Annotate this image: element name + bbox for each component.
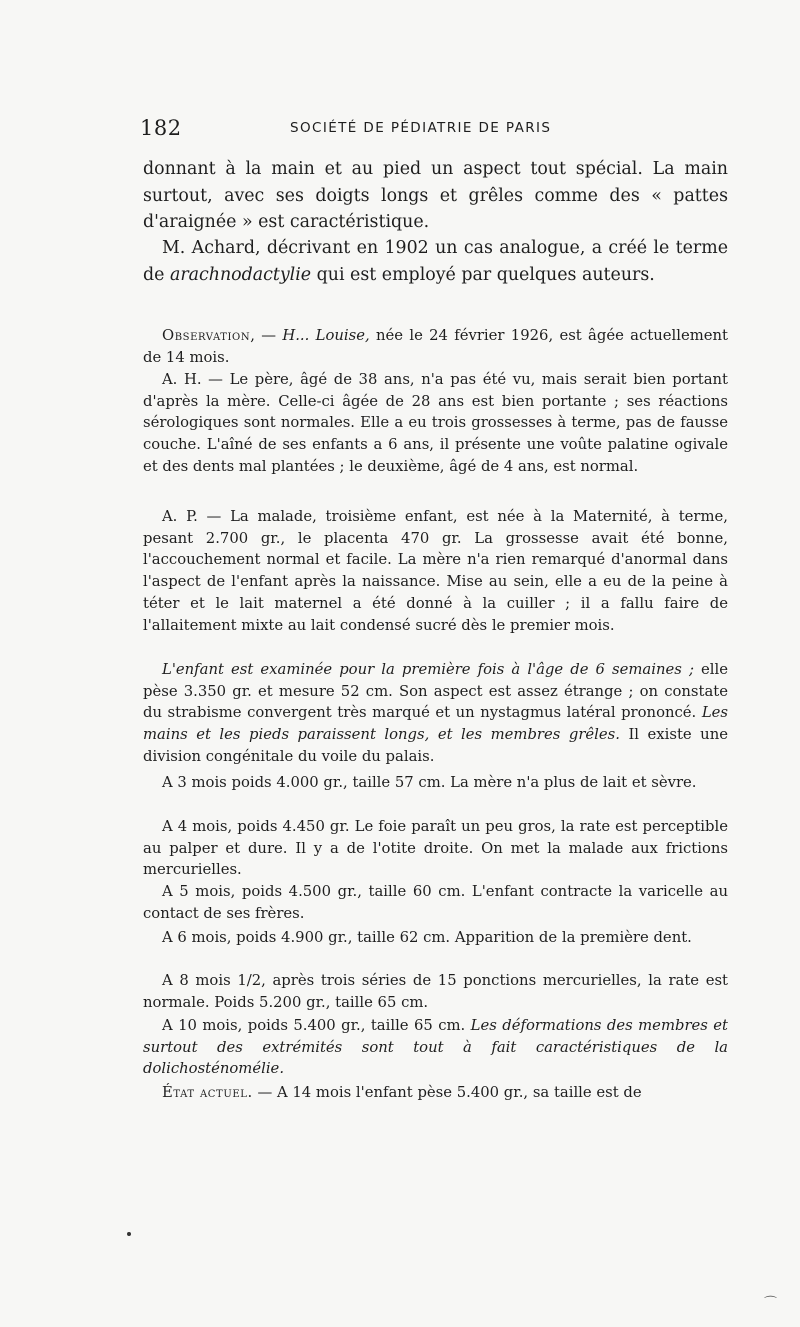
exam-text-1: elle pèse 3.350 gr. et mesure 52 cm. Son aspect est assez étrange ; on constate du strabisme convergent très marqué et un nystagmus latéral prononcé. <box>143 661 728 722</box>
intro-text-2a: M. Achard, décrivant en 1902 un cas analogue, a créé le terme de <box>143 238 728 285</box>
m10-text: A 10 mois, poids 5.400 gr., taille 65 cm. <box>162 1017 471 1034</box>
timeline-3-months <box>143 772 728 794</box>
timeline-8-months <box>143 970 728 1013</box>
timeline-10-months <box>143 1015 728 1080</box>
intro-text-2b: qui est employé par quelques auteurs. <box>311 264 655 285</box>
m10-italic: Les déformations des membres et surtout des extrémités sont tout à fait caractéristiques de la dolichosténomélie. <box>143 1017 728 1078</box>
etat-text: — A 14 mois l'enfant pèse 5.400 gr., sa taille est de <box>252 1084 642 1101</box>
ap-text: A. P. — La malade, troisième enfant, est née à la Maternité, à terme, pesant 2.700 gr., le placenta 470 gr. La grossesse avait été bonne, l'accouchement normal et facile. La mère n'a rien remarqué d'anormal dans l'aspect de l'enfant après la naissance. Mise au sein, elle a eu de la peine à téter et le lait maternel a été donné à la cuiller ; il a fallu faire de l'allaitement mixte au lait condensé sucré dès le premier mois. <box>143 508 728 634</box>
intro-text-1: donnant à la main et au pied un aspect tout spécial. La main surtout, avec ses doigts longs et grêles comme des « pattes d'araignée » est caractéristique. <box>143 159 728 232</box>
exam-italic-mid: Les mains et les pieds paraissent longs, et les membres grêles. <box>143 704 728 744</box>
timeline-4-months <box>143 816 728 881</box>
page-number: 182 <box>140 116 182 140</box>
m8-text: A 8 mois 1/2, après trois séries de 15 ponctions mercurielles, la rate est normale. Poids 5.200 gr., taille 65 cm. <box>143 972 728 1011</box>
intro-paragraph-1 <box>143 156 728 236</box>
running-title: SOCIÉTÉ DE PÉDIATRIE DE PARIS <box>290 120 552 136</box>
arachnodactylie-term: arachnodactylie <box>169 264 312 285</box>
antecedents-hereditaires <box>143 369 728 478</box>
etat-label: État actuel. <box>162 1084 253 1101</box>
intro-paragraph-2 <box>143 235 728 288</box>
ah-text: A. H. — Le père, âgé de 38 ans, n'a pas été vu, mais serait bien portant d'après la mère. Celle-ci âgée de 28 ans est bien portante ; ses réactions sérologiques sont normales. Elle a eu trois grossesses à terme, pas de fausse couche. L'aîné de ses enfants a 6 ans, il présente une voûte palatine ogivale et des dents mal plantées ; le deuxième, âgé de 4 ans, est normal. <box>143 371 728 475</box>
timeline-5-months <box>143 881 728 924</box>
observation-text: née le 24 février 1926, est âgée actuellement de 14 mois. <box>143 327 728 366</box>
ink-speck <box>127 1232 131 1236</box>
exam-text-2: Il existe une division congénitale du voile du palais. <box>143 726 728 765</box>
timeline-6-months <box>143 927 728 949</box>
etat-actuel-paragraph <box>143 1082 728 1104</box>
m5-text: A 5 mois, poids 4.500 gr., taille 60 cm. L'enfant contracte la varicelle au contact de ses frères. <box>143 883 728 922</box>
m3-text: A 3 mois poids 4.000 gr., taille 57 cm. La mère n'a plus de lait et sèvre. <box>162 774 697 791</box>
observation-label: Observation <box>162 327 251 344</box>
observation-dash: , — <box>250 327 283 344</box>
m4-text: A 4 mois, poids 4.450 gr. Le foie paraît un peu gros, la rate est perceptible au palper et dure. Il y a de l'otite droite. On met la malade aux frictions mercurielles. <box>143 818 728 879</box>
examination-paragraph <box>143 659 728 768</box>
antecedents-personnels <box>143 506 728 636</box>
page-header <box>140 116 728 142</box>
corner-mark-icon: ⌒ <box>764 1296 778 1311</box>
m6-text: A 6 mois, poids 4.900 gr., taille 62 cm. Apparition de la première dent. <box>162 929 692 946</box>
exam-italic-intro: L'enfant est examinée pour la première fois à l'âge de 6 semaines ; <box>162 661 694 678</box>
observation-paragraph <box>143 325 728 368</box>
patient-name: H... Louise, <box>282 327 370 344</box>
